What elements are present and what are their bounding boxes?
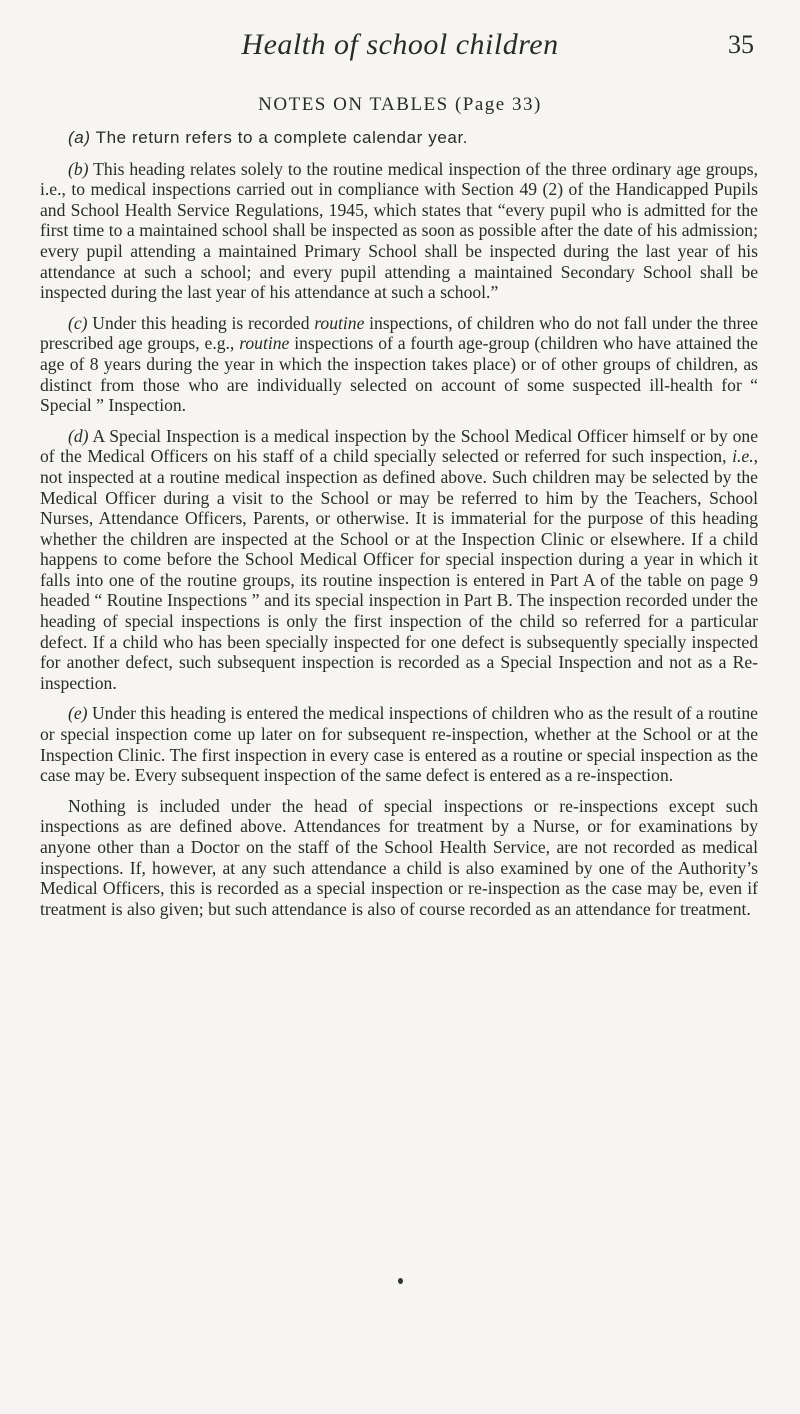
note-c-emphasis-2: routine [239, 333, 290, 354]
note-f [40, 796, 758, 920]
note-e-text: Under this heading is entered the medical inspections of children who as the result of a routine or special inspection come up later on for subsequent re-inspection, whether at the School or at the Inspection Clinic. The first inspection in every case is entered as a routine or special inspection as the case may be. Every subsequent inspection of the same defect is entered as a re-inspection. [40, 703, 758, 786]
section-heading: NOTES ON TABLES (Page 33) [258, 94, 542, 115]
note-c-text-2: inspections, of children who do not fall under the three prescribed age groups, e.g., [40, 312, 759, 354]
note-c-label: (c) [68, 312, 88, 333]
note-c-emphasis-1: routine [314, 312, 365, 333]
note-c [40, 313, 758, 416]
note-c-text-3: inspections of a fourth age-group (children who have attained the age of 8 years during the year in which the inspection takes place) or of other groups of children, as distinct from those who are individually selected on account of some suspected ill-health for “ Special ” Inspection. [40, 333, 758, 416]
page-number: 35 [728, 30, 754, 59]
note-a-text: The return refers to a complete calendar year. [95, 128, 469, 147]
note-c-text-1: Under this heading is recorded [92, 312, 310, 333]
bullet-mark [398, 1278, 403, 1284]
note-d-text-2: , not inspected at a routine medical inspection as defined above. Such children may be selected by the Medical Officer during a visit to the School or may be referred to him by the Teachers, School Nurses, Attendance Officers, Parents, or otherwise. It is immaterial for the purpose of this heading whether the children are inspected at the School or at the Inspection Clinic or elsewhere. If a child happens to come before the School Medical Officer for special inspection during a year in which it falls into one of the routine groups, its routine inspection is entered in Part A of the table on page 9 headed “ Routine Inspections ” and its special inspection in Part B. The inspection recorded under the heading of special inspections is only the first inspection of the child so referred for a particular defect. If a child who has been specially inspected for one defect is subsequently specially inspected for another defect, such subsequent inspection is recorded as a Special Inspection and not as a Re-inspection. [40, 446, 758, 693]
note-a [40, 128, 758, 149]
note-e-label: (e) [68, 703, 88, 724]
note-d-label: (d) [68, 425, 89, 446]
note-d [40, 426, 758, 694]
note-f-text: Nothing is included under the head of special inspections or re-inspections except such inspections as are defined above. Attendances for treatment by a Nurse, or for examinations by anyone other than a Doctor on the staff of the School Health Service, are not recorded as medical inspections. If, however, at any such attendance a child is also examined by one of the Authority’s Medical Officers, this is recorded as a special inspection or re-inspection as the case may be, even if treatment is also given; but such attendance is also of course recorded as an attendance for treatment. [40, 795, 758, 919]
notes-body [40, 128, 758, 929]
note-b-text: This heading relates solely to the routine medical inspection of the three ordinary age groups, i.e., to medical inspections carried out in compliance with Section 49 (2) of the Handicapped Pupils and School Health Service Regulations, 1945, which states that “every pupil who is admitted for the first time to a maintained school shall be inspected as soon as possible after the date of his admission; every pupil attending a maintained Primary School shall be inspected during the last year of his attendance at such a school; and every pupil attending a maintained Secondary School shall be inspected during the last year of his attendance at such a school.” [40, 158, 758, 303]
note-a-label: (a) [68, 128, 91, 147]
note-d-text-1: A Special Inspection is a medical inspection by the School Medical Officer himself or by one of the Medical Officers on his staff of a child specially selected or referred for such inspection, [40, 425, 759, 467]
note-e [40, 703, 758, 785]
note-d-emphasis-1: i.e. [732, 446, 754, 467]
note-b-label: (b) [68, 158, 89, 179]
note-b [40, 159, 758, 303]
running-head-title: Health of school children [241, 28, 559, 61]
running-head [0, 24, 800, 64]
